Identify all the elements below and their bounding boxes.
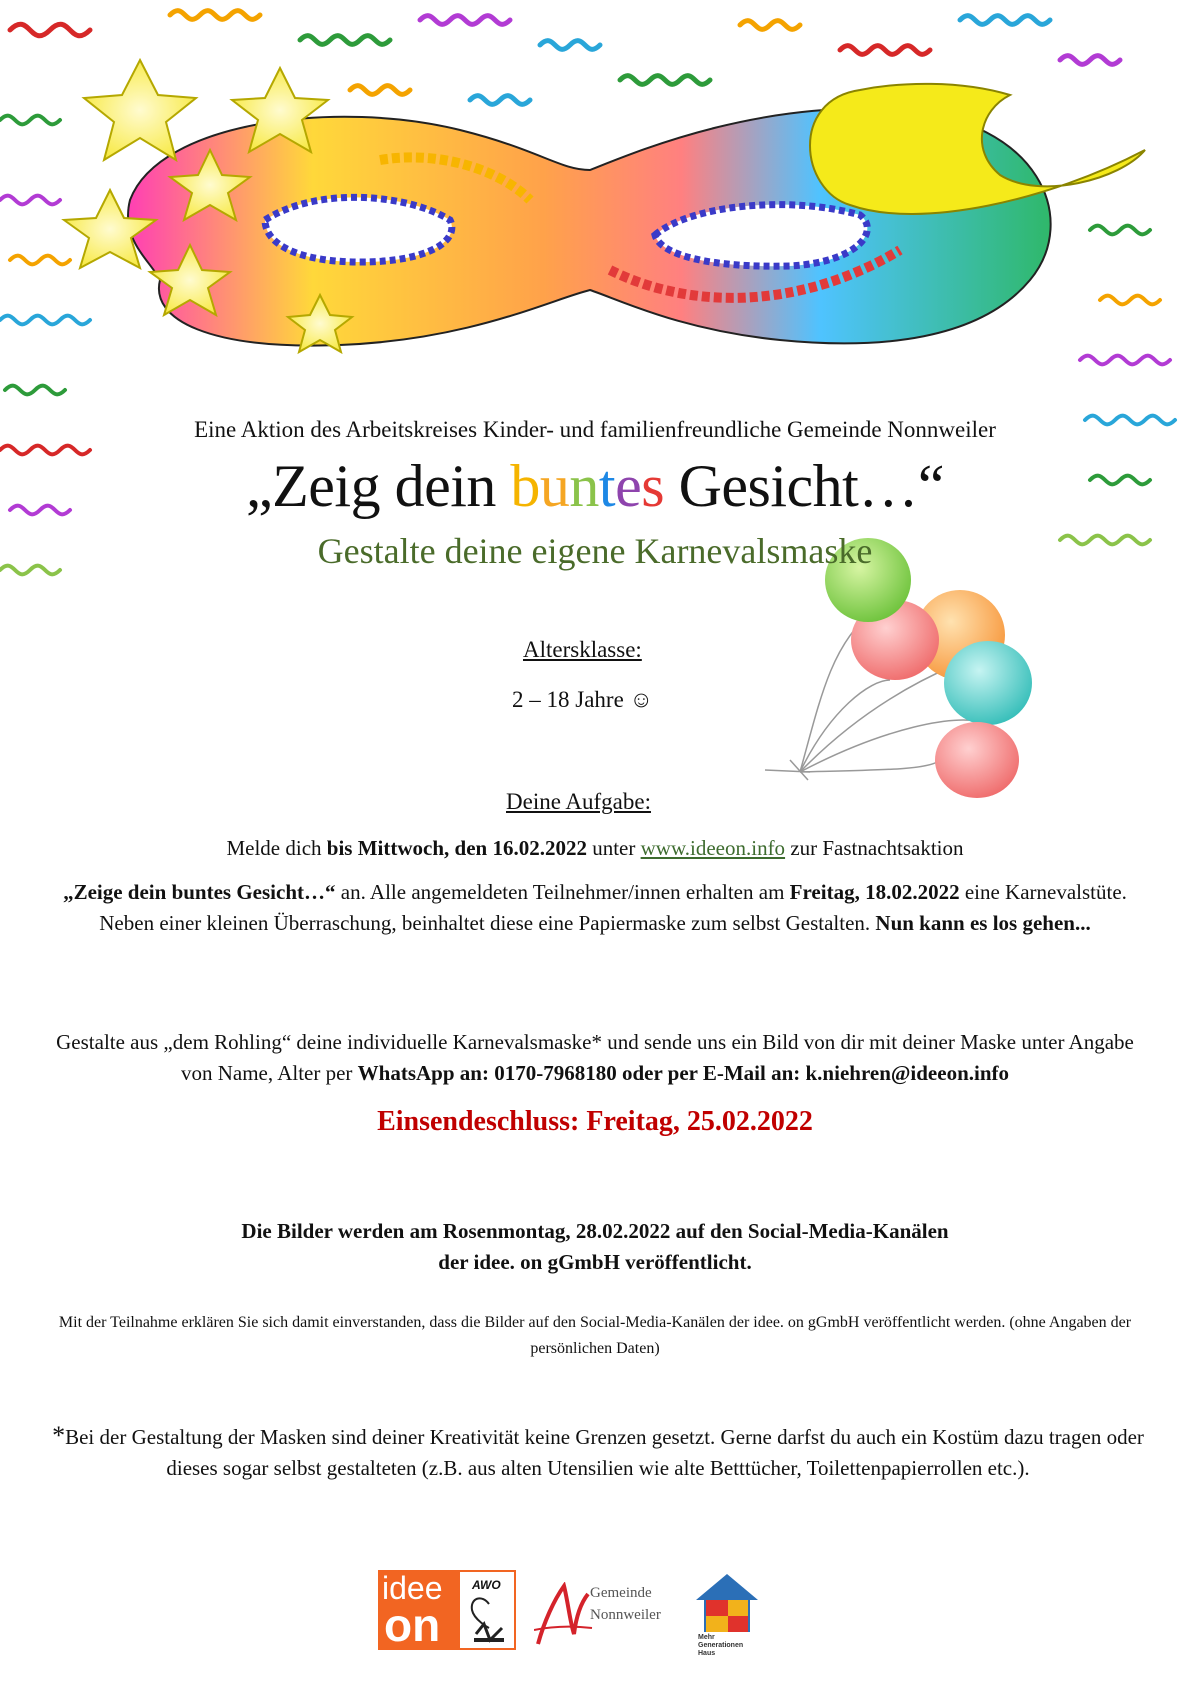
action-name: „Zeige dein buntes Gesicht…“ — [63, 880, 336, 904]
title-letter: e — [615, 453, 642, 519]
publish-line-1: Die Bilder werden am Rosenmontag, 28.02.2022 auf den Social-Media-Kanälen — [241, 1219, 949, 1243]
title-letter: s — [641, 453, 665, 519]
task-line1-text: Melde dich — [226, 836, 327, 860]
title-start: „Zeig dein — [246, 453, 511, 519]
task-paragraph-2 — [50, 877, 1140, 939]
mgh-text — [698, 1634, 743, 1658]
footnote-star: * — [52, 1421, 66, 1450]
task-line1-mid: unter — [586, 836, 641, 860]
gemeinde-name — [590, 1582, 661, 1626]
ideeon-logo-top: idee — [382, 1570, 443, 1606]
gemeinde-nonnweiler-logo — [534, 1578, 674, 1648]
tagline: Gestalte deine eigene Karnevalsmaske — [317, 531, 873, 571]
title-letter: u — [539, 453, 570, 519]
gemeinde-emblem-icon — [534, 1582, 594, 1646]
ideeon-awo-logo — [378, 1570, 516, 1650]
task-p2-text1: an. Alle angemeldeten Teilnehmer/innen erhalten am — [335, 880, 790, 904]
task-p3-text: Gestalte aus „dem Rohling“ deine individuelle Karnevalsmaske* und sende uns ein Bild von dir mit deiner Maske unter Angabe von Name, Alter per — [56, 1030, 1134, 1085]
mehrgenerationenhaus-logo — [694, 1572, 764, 1662]
contact-info: WhatsApp an: 0170-7968180 oder per E-Mail an: k.niehren@ideeon.info — [357, 1061, 1010, 1085]
ideeon-link[interactable]: www.ideeon.info — [640, 836, 786, 860]
title-colored-word — [510, 453, 664, 519]
awo-logo — [458, 1570, 516, 1650]
main-title — [0, 452, 1190, 521]
age-value: 2 – 18 Jahre ☺ — [512, 687, 654, 712]
footnote — [28, 1420, 1168, 1484]
publish-line-2: der idee. on gGmbH veröffentlicht. — [438, 1250, 752, 1274]
task-p2-text2: eine Karnevalstüte. Neben einer kleinen Überraschung, beinhaltet diese eine Papiermaske zum selbst Gestalten. — [99, 880, 1127, 935]
awo-logo-text: AWO — [472, 1578, 501, 1592]
house-puzzle-icon — [694, 1572, 760, 1634]
ideeon-logo — [378, 1570, 458, 1650]
carnival-artwork — [0, 0, 1190, 800]
balloons — [765, 538, 1032, 798]
footnote-text: Bei der Gestaltung der Masken sind deiner Kreativität keine Grenzen gesetzt. Gerne darfst du auch ein Kostüm dazu tragen oder dieses sogar selbst gestalteten (z.B. aus alten Utensilien wie alte Betttücher, Toilettenpapierrollen etc.). — [65, 1425, 1144, 1480]
submission-deadline: Einsendeschluss: Freitag, 25.02.2022 — [377, 1106, 813, 1137]
age-label: Altersklasse: — [523, 637, 642, 662]
mgh-line-1: Mehr — [698, 1634, 715, 1641]
title-letter: n — [569, 453, 599, 519]
task-label: Deine Aufgabe: — [506, 789, 651, 814]
title-letter: b — [510, 453, 540, 519]
gemeinde-line-1: Gemeinde — [590, 1585, 652, 1601]
mgh-line-2: Generationen — [698, 1642, 744, 1649]
moon — [810, 84, 1145, 214]
mgh-line-3: Haus — [698, 1650, 716, 1657]
title-letter: t — [598, 453, 616, 519]
gemeinde-line-2: Nonnweiler — [590, 1607, 661, 1623]
task-paragraph-3 — [40, 1027, 1150, 1089]
registration-date: bis Mittwoch, den 16.02.2022 — [326, 836, 587, 860]
task-line1-end: zur Fastnachtsaktion — [785, 836, 964, 860]
awo-heart-icon — [468, 1594, 510, 1646]
organizer-subtitle: Eine Aktion des Arbeitskreises Kinder- und familienfreundliche Gemeinde Nonnweiler — [194, 417, 996, 442]
delivery-date: Freitag, 18.02.2022 — [789, 880, 960, 904]
ideeon-logo-bottom: on — [384, 1599, 441, 1651]
title-end: Gesicht…“ — [664, 453, 944, 519]
task-line-1 — [0, 833, 1190, 864]
task-p2-go: Nun kann es los gehen... — [875, 911, 1091, 935]
consent-notice: Mit der Teilnahme erklären Sie sich damit einverstanden, dass die Bilder auf den Social-Media-Kanälen der idee. on gGmbH veröffentlicht werden. (ohne Angaben der persönlichen Daten) — [58, 1314, 1132, 1357]
